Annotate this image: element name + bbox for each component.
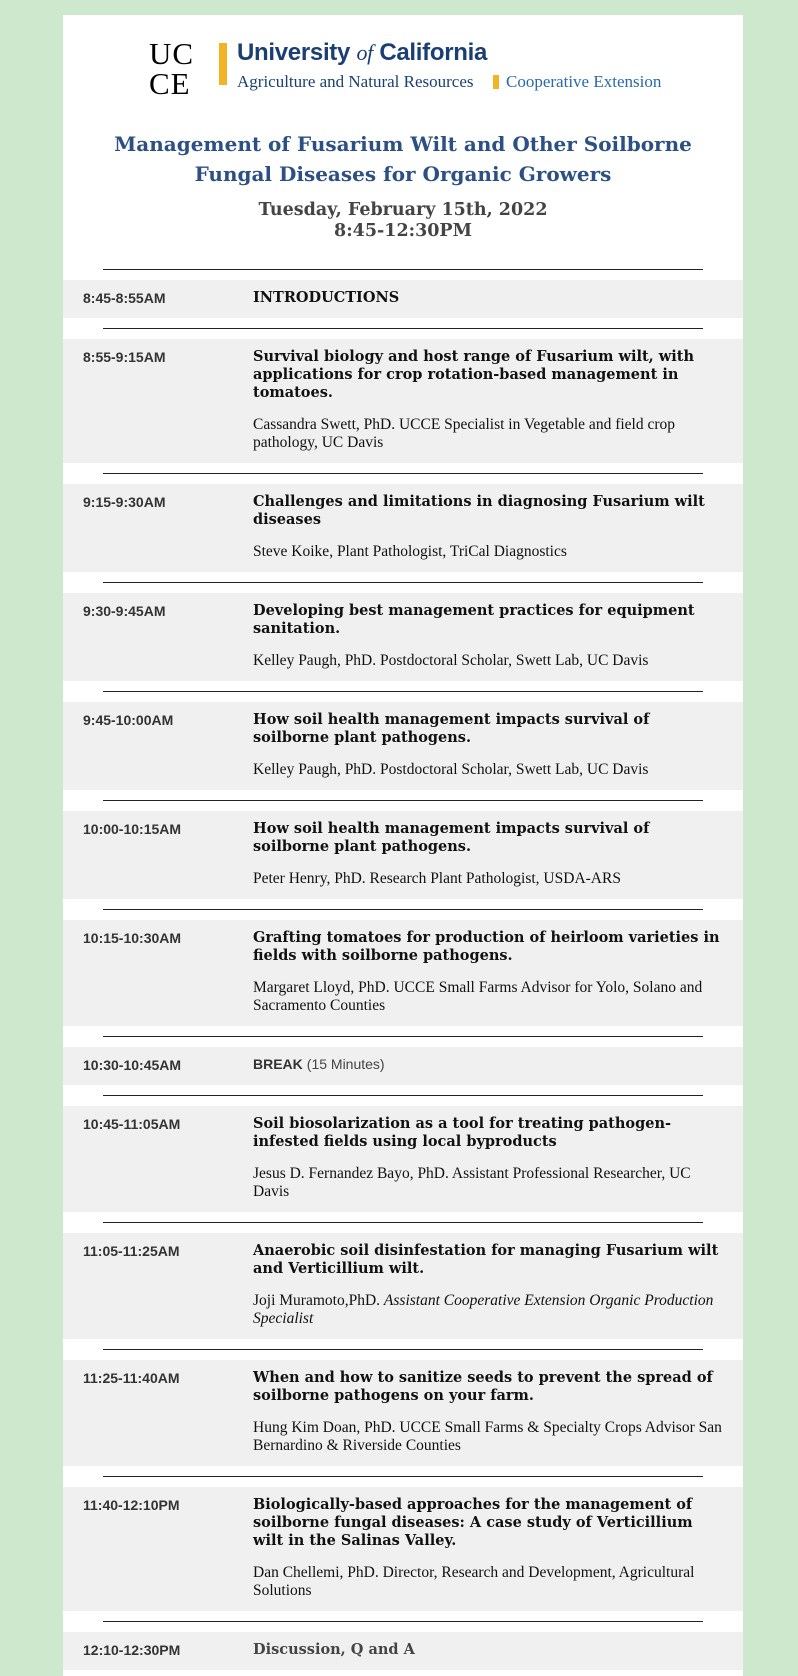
agenda-item [63,339,743,463]
agenda-time: 10:45-11:05AM [83,1116,181,1132]
agenda-speaker: Cassandra Swett, PhD. UCCE Specialist in Vegetable and field crop pathology, UC Davis [253,416,676,451]
agenda-time: 9:15-9:30AM [83,494,166,510]
extension-name: Cooperative Extension [506,72,662,91]
agenda-time: 12:10-12:30PM [83,1642,181,1658]
agenda-item [63,280,743,318]
agenda-topic: Challenges and limitations in diagnosing Fusarium wilt diseases [253,493,705,528]
agenda-item [63,920,743,1026]
agenda-item [63,593,743,681]
agenda-item [63,484,743,572]
agenda-topic: When and how to sanitize seeds to prevent the spread of soilborne pathogens on your farm. [253,1369,713,1404]
agenda-topic: Discussion, Q and A [253,1641,415,1658]
divider [63,899,743,920]
agenda-topic: Grafting tomatoes for production of heirloom varieties in fields with soilborne pathogens. [253,929,720,964]
agenda-time: 9:30-9:45AM [83,603,166,619]
divider [63,463,743,484]
event-time-range: 8:45-12:30PM [334,221,472,241]
agenda-topic: Developing best management practices for equipment sanitation. [253,602,695,637]
agenda-speaker: Dan Chellemi, PhD. Director, Research and Development, Agricultural Solutions [253,1564,695,1599]
divider [63,318,743,339]
agenda-time: 8:55-9:15AM [83,349,166,365]
agenda-item [63,1360,743,1466]
ucce-logo-line1: UC [149,36,195,71]
agenda-item [63,811,743,899]
divider [63,572,743,593]
agenda-item [63,1233,743,1339]
ucce-logo-mark [149,36,205,101]
divider [63,1212,743,1233]
agenda-item [63,1106,743,1212]
uc-anr-logo [149,36,669,109]
page-title: Management of Fusarium Wilt and Other Soilborne Fungal Diseases for Organic Growers [114,132,692,186]
break-label: BREAK [253,1056,303,1072]
extension-bar [493,75,499,89]
agenda-topic: INTRODUCTIONS [253,289,400,306]
agenda-topic: Biologically-based approaches for the management of soilborne fungal diseases: A case study of Verticillium wilt in the Salinas Valley. [253,1496,693,1549]
agenda-speaker: Joji Muramoto,PhD. Assistant Cooperative Extension Organic Production Specialist [253,1292,714,1327]
division-name: Agriculture and Natural Resources [237,72,474,91]
agenda-speaker: Margaret Lloyd, PhD. UCCE Small Farms Advisor for Yolo, Solano and Sacramento Counties [253,979,703,1014]
divider [63,1026,743,1047]
divider [63,1339,743,1360]
agenda-speaker: Kelley Paugh, PhD. Postdoctoral Scholar, Swett Lab, UC Davis [253,652,649,669]
agenda-item-break [63,1047,743,1085]
agenda-topic: How soil health management impacts survival of soilborne plant pathogens. [253,711,650,746]
divider [63,1466,743,1487]
agenda-speaker: Hung Kim Doan, PhD. UCCE Small Farms & Specialty Crops Advisor San Bernardino & Riverside Counties [253,1419,722,1454]
break-duration: (15 Minutes) [306,1056,385,1072]
agenda-time: 10:30-10:45AM [83,1057,182,1073]
speaker-title: Assistant Cooperative Extension Organic Production Specialist [253,1292,714,1327]
agenda-item [63,702,743,790]
agenda-speaker: Kelley Paugh, PhD. Postdoctoral Scholar, Swett Lab, UC Davis [253,761,649,778]
divider [63,681,743,702]
divider [63,1085,743,1106]
divider [63,790,743,811]
agenda-list [63,259,743,1670]
agenda-time: 10:00-10:15AM [83,821,182,837]
agenda-item [63,1487,743,1611]
divider [63,1611,743,1632]
agenda-topic: How soil health management impacts survival of soilborne plant pathogens. [253,820,650,855]
agenda-speaker: Steve Koike, Plant Pathologist, TriCal Diagnostics [253,543,567,560]
divider [63,259,743,280]
agenda-topic: Soil biosolarization as a tool for treating pathogen-infested fields using local byproducts [253,1115,672,1150]
agenda-topic: Survival biology and host range of Fusarium wilt, with applications for crop rotation-based management in tomatoes. [253,348,695,401]
agenda-item [63,1632,743,1670]
agenda-speaker: Jesus D. Fernandez Bayo, PhD. Assistant Professional Researcher, UC Davis [253,1165,691,1200]
event-date [103,200,703,242]
agenda-topic: Anaerobic soil disinfestation for managing Fusarium wilt and Verticillium wilt. [253,1242,719,1277]
ucce-logo-line2: CE [149,66,191,101]
agenda-time: 10:15-10:30AM [83,930,182,946]
agenda-time: 11:40-12:10PM [83,1497,180,1513]
agenda-time: 11:05-11:25AM [83,1243,180,1259]
university-name: University of California [237,39,488,66]
event-date-day: Tuesday, February 15th, 2022 [258,200,548,220]
agenda-time: 9:45-10:00AM [83,712,174,728]
agenda-time: 11:25-11:40AM [83,1370,180,1386]
agenda-page [63,15,743,1676]
agenda-speaker: Peter Henry, PhD. Research Plant Pathologist, USDA-ARS [253,870,621,887]
agenda-time: 8:45-8:55AM [83,290,166,306]
logo-divider-bar [219,43,227,85]
